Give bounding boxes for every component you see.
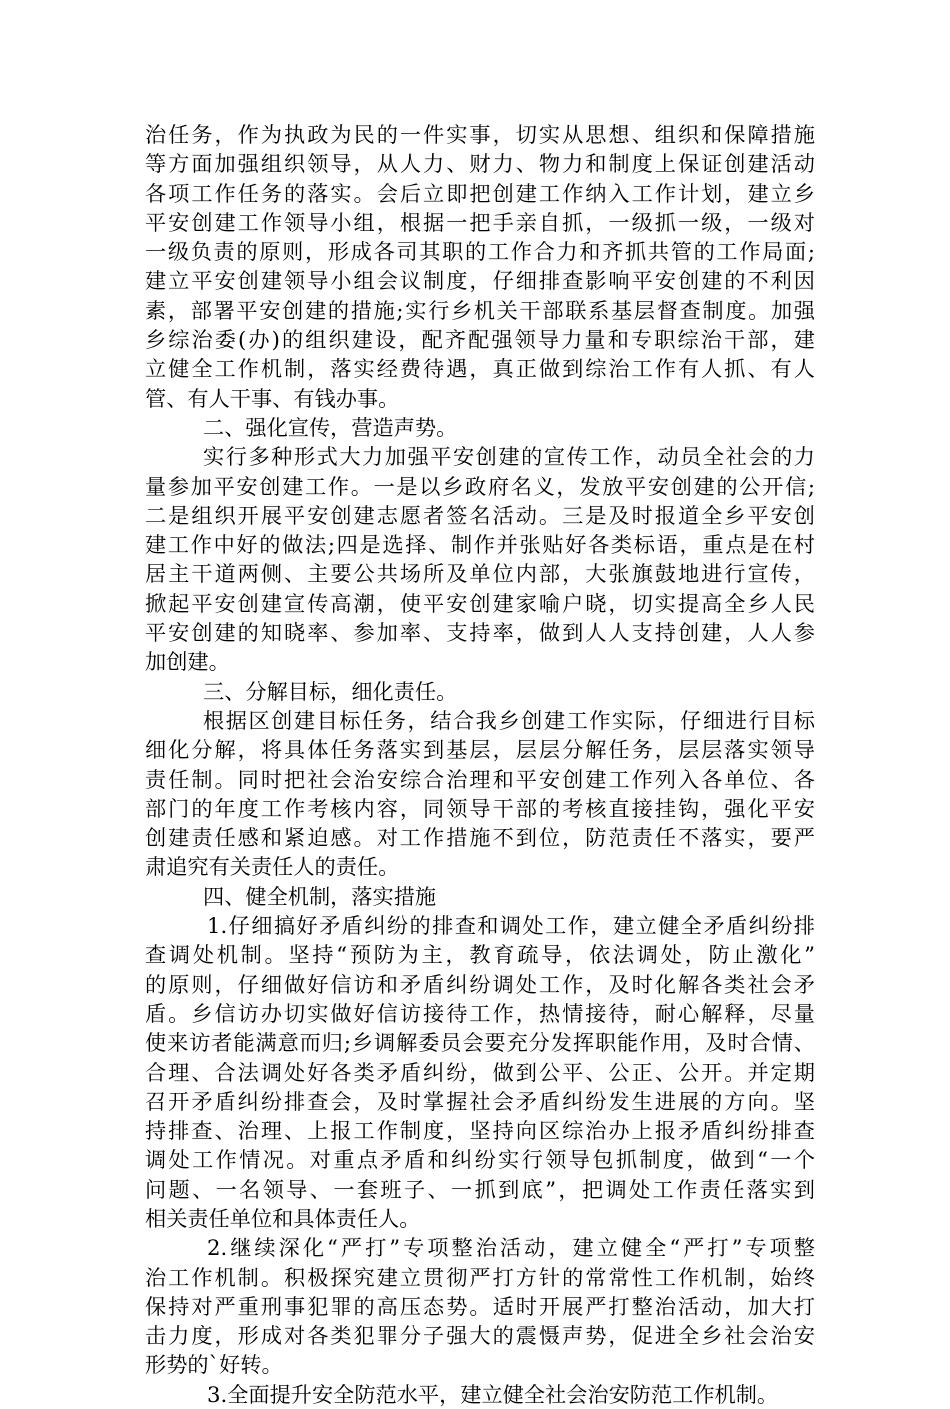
text-line: 三、分解目标，细化责任。 [203,678,458,704]
text-line: 形势的`好转。 [145,1352,283,1378]
text-line: 查调处机制。坚持“预防为主，教育疏导，依法调处，防止激化” [145,942,815,968]
text-line: 治工作机制。积极探究建立贯彻严打方针的常常性工作机制，始终 [145,1264,815,1290]
text-line: 实行多种形式大力加强平安创建的宣传工作，动员全社会的力 [203,444,815,470]
text-line: 肃追究有关责任人的责任。 [145,854,400,880]
document-body [145,120,815,1409]
text-line: 问题、一名领导、一套班子、一抓到底”，把调处工作责任落实到 [145,1176,815,1202]
text-line: 等方面加强组织领导，从人力、财力、物力和制度上保证创建活动 [145,151,815,177]
text-line: 平安创建工作领导小组，根据一把手亲自抓，一级抓一级，一级对 [145,209,815,235]
text-line: 召开矛盾纠纷排查会，及时掌握社会矛盾纠纷发生进展的方向。坚 [145,1088,815,1114]
text-line: 持排查、治理、上报工作制度，坚持向区综治办上报矛盾纠纷排查 [145,1118,815,1144]
text-line: 乡综治委(办)的组织建设，配齐配强领导力量和专职综治干部，建 [145,327,815,353]
text-line: 3.全面提升安全防范水平，建立健全社会治安防范工作机制。 [207,1381,779,1407]
text-line: 加创建。 [145,649,230,675]
text-line: 治任务，作为执政为民的一件实事，切实从思想、组织和保障措施 [145,122,815,147]
text-line: 素，部署平安创建的措施;实行乡机关干部联系基层督查制度。加强 [145,297,815,323]
text-line: 二是组织开展平安创建志愿者签名活动。三是及时报道全乡平安创 [145,502,815,528]
text-line: 居主干道两侧、主要公共场所及单位内部，大张旗鼓地进行宣传， [145,561,815,587]
text-line: 掀起平安创建宣传高潮，使平安创建家喻户晓，切实提高全乡人民 [145,590,815,616]
text-line: 建立平安创建领导小组会议制度，仔细排查影响平安创建的不利因 [145,268,815,294]
text-line: 创建责任感和紧迫感。对工作措施不到位，防范责任不落实，要严 [145,825,815,851]
text-line: 合理、合法调处好各类矛盾纠纷，做到公平、公正、公开。并定期 [145,1059,815,1085]
text-line: 根据区创建目标任务，结合我乡创建工作实际，仔细进行目标 [203,707,815,733]
text-line: 责任制。同时把社会治安综合治理和平安创建工作列入各单位、各 [145,766,815,792]
text-line: 调处工作情况。对重点矛盾和纠纷实行领导包抓制度，做到“一个 [145,1147,815,1173]
text-line: 四、健全机制，落实措施 [203,883,437,909]
text-line: 击力度，形成对各类犯罪分子强大的震慑声势，促进全乡社会治安 [145,1323,815,1349]
text-line: 管、有人干事、有钱办事。 [145,385,400,411]
text-line: 平安创建的知晓率、参加率、支持率，做到人人支持创建，人人参 [145,620,815,646]
text-line: 盾。乡信访办切实做好信访接待工作，热情接待，耐心解释，尽量 [145,1000,815,1026]
text-line: 立健全工作机制，落实经费待遇，真正做到综治工作有人抓、有人 [145,356,815,382]
text-line: 一级负责的原则，形成各司其职的工作合力和齐抓共管的工作局面; [145,239,815,265]
text-line: 二、强化宣传，营造声势。 [203,414,458,440]
text-line: 1.仔细搞好矛盾纠纷的排查和调处工作，建立健全矛盾纠纷排 [207,913,815,939]
text-line: 细化分解，将具体任务落实到基层，层层分解任务，层层落实领导 [145,737,815,763]
text-line: 量参加平安创建工作。一是以乡政府名义，发放平安创建的公开信; [145,473,815,499]
text-line: 建工作中好的做法;四是选择、制作并张贴好各类标语，重点是在村 [145,532,815,558]
text-line: 保持对严重刑事犯罪的高压态势。适时开展严打整治活动，加大打 [145,1293,815,1319]
text-line: 相关责任单位和具体责任人。 [145,1205,421,1231]
text-line: 2.继续深化“严打”专项整治活动，建立健全“严打”专项整 [207,1235,815,1261]
text-line: 各项工作任务的落实。会后立即把创建工作纳入工作计划，建立乡 [145,180,815,206]
text-line: 使来访者能满意而归;乡调解委员会要充分发挥职能作用，及时合情、 [145,1030,815,1056]
text-line: 的原则，仔细做好信访和矛盾纠纷调处工作，及时化解各类社会矛 [145,971,815,997]
text-line: 部门的年度工作考核内容，同领导干部的考核直接挂钩，强化平安 [145,795,815,821]
